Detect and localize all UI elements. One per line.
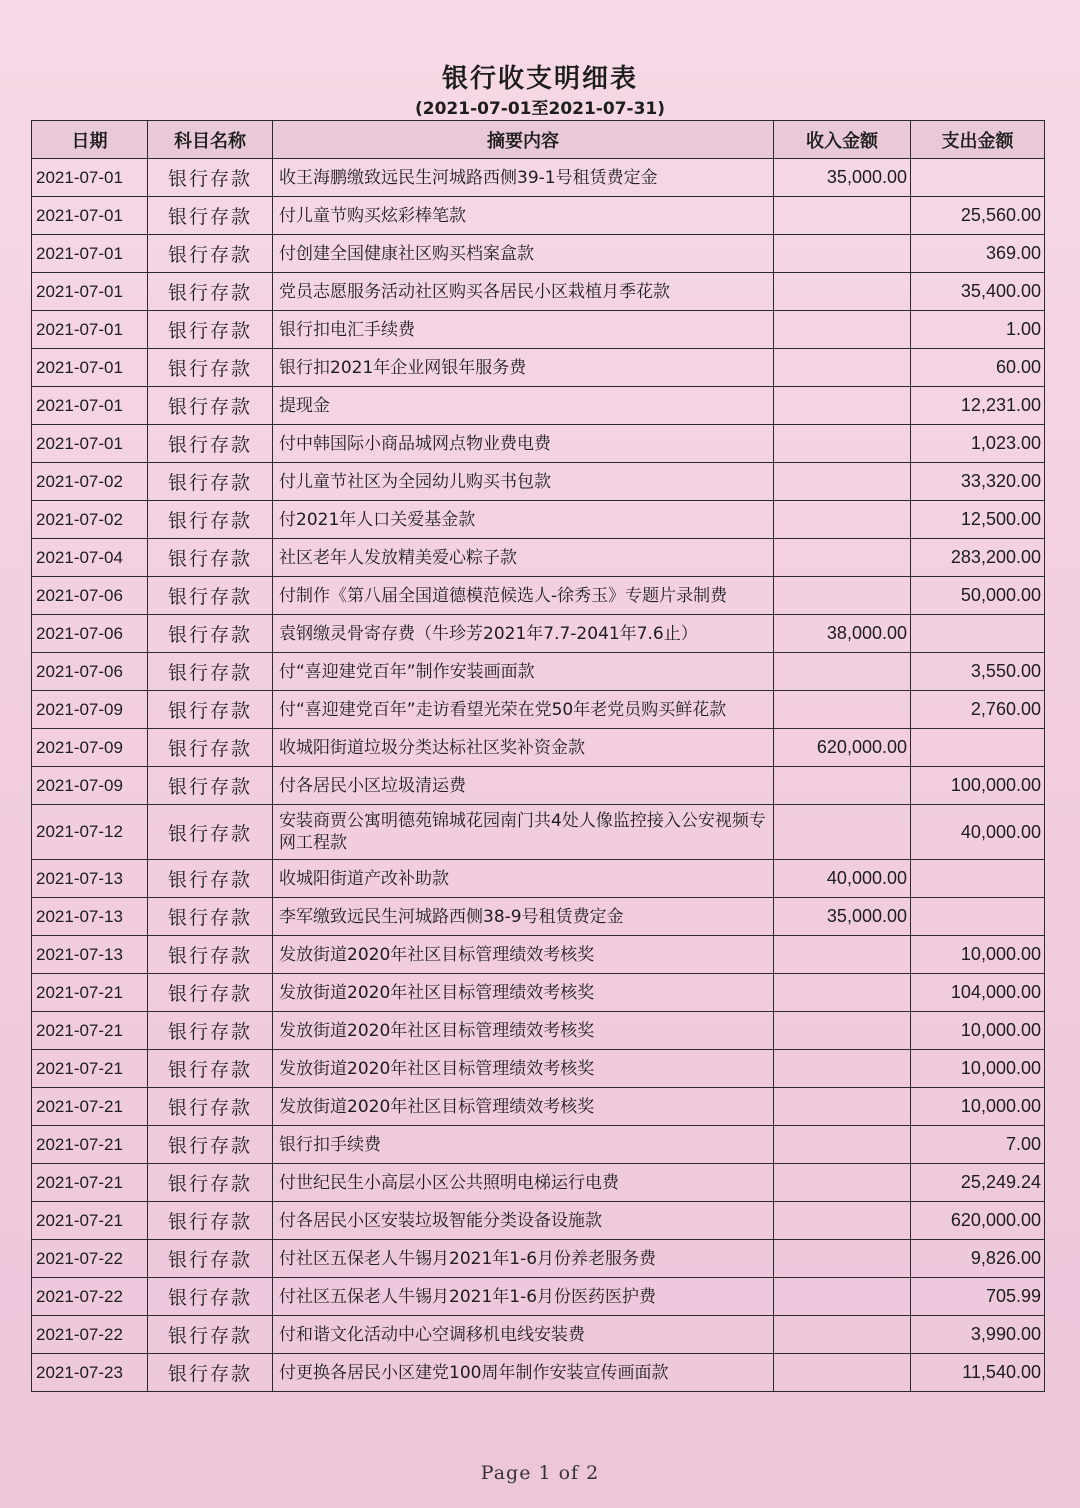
cell-income <box>774 1202 911 1240</box>
table-row <box>32 463 1045 501</box>
cell-date: 2021-07-13 <box>32 898 148 936</box>
cell-date: 2021-07-21 <box>32 974 148 1012</box>
cell-income <box>774 974 911 1012</box>
cell-account: 银行存款 <box>148 1354 273 1392</box>
cell-description: 银行扣手续费 <box>273 1126 774 1164</box>
cell-description: 银行扣2021年企业网银年服务费 <box>273 349 774 387</box>
cell-account: 银行存款 <box>148 501 273 539</box>
cell-date: 2021-07-22 <box>32 1240 148 1278</box>
cell-income <box>774 387 911 425</box>
cell-income <box>774 577 911 615</box>
cell-account: 银行存款 <box>148 273 273 311</box>
table-row <box>32 1164 1045 1202</box>
page-title: 银行收支明细表 <box>441 64 638 94</box>
cell-income <box>774 1088 911 1126</box>
cell-date: 2021-07-09 <box>32 691 148 729</box>
cell-date: 2021-07-01 <box>32 197 148 235</box>
cell-date: 2021-07-22 <box>32 1316 148 1354</box>
cell-description: 社区老年人发放精美爱心粽子款 <box>273 539 774 577</box>
cell-date: 2021-07-23 <box>32 1354 148 1392</box>
cell-expense: 40,000.00 <box>911 805 1045 860</box>
cell-account: 银行存款 <box>148 1012 273 1050</box>
cell-description: 收王海鹏缴致远民生河城路西侧39-1号租赁费定金 <box>273 159 774 197</box>
cell-income <box>774 767 911 805</box>
cell-date: 2021-07-04 <box>32 539 148 577</box>
cell-date: 2021-07-21 <box>32 1050 148 1088</box>
cell-expense <box>911 729 1045 767</box>
table-row <box>32 1050 1045 1088</box>
cell-account: 银行存款 <box>148 1202 273 1240</box>
cell-expense: 705.99 <box>911 1278 1045 1316</box>
date-range: (2021-07-01至2021-07-31) <box>414 99 666 119</box>
cell-expense: 12,231.00 <box>911 387 1045 425</box>
cell-description: 付社区五保老人牛锡月2021年1-6月份养老服务费 <box>273 1240 774 1278</box>
cell-description: 付中韩国际小商品城网点物业费电费 <box>273 425 774 463</box>
cell-account: 银行存款 <box>148 653 273 691</box>
cell-description: 发放街道2020年社区目标管理绩效考核奖 <box>273 974 774 1012</box>
cell-date: 2021-07-02 <box>32 463 148 501</box>
cell-income <box>774 539 911 577</box>
cell-expense <box>911 898 1045 936</box>
table-row <box>32 425 1045 463</box>
cell-expense: 25,560.00 <box>911 197 1045 235</box>
ledger-table <box>31 120 1045 1392</box>
cell-account: 银行存款 <box>148 1240 273 1278</box>
cell-income <box>774 1050 911 1088</box>
cell-description: 发放街道2020年社区目标管理绩效考核奖 <box>273 1050 774 1088</box>
table-row <box>32 1316 1045 1354</box>
table-row <box>32 936 1045 974</box>
cell-account: 银行存款 <box>148 974 273 1012</box>
cell-expense: 12,500.00 <box>911 501 1045 539</box>
table-row <box>32 1088 1045 1126</box>
cell-expense: 10,000.00 <box>911 1012 1045 1050</box>
cell-expense: 104,000.00 <box>911 974 1045 1012</box>
cell-date: 2021-07-01 <box>32 387 148 425</box>
cell-description: 付社区五保老人牛锡月2021年1-6月份医药医护费 <box>273 1278 774 1316</box>
cell-description: 付各居民小区垃圾清运费 <box>273 767 774 805</box>
header-row <box>32 121 1045 159</box>
cell-income <box>774 311 911 349</box>
cell-description: 发放街道2020年社区目标管理绩效考核奖 <box>273 936 774 974</box>
cell-account: 银行存款 <box>148 1126 273 1164</box>
ledger-body <box>32 159 1045 1392</box>
table-row <box>32 1240 1045 1278</box>
table-row <box>32 501 1045 539</box>
cell-description: 收城阳街道产改补助款 <box>273 860 774 898</box>
cell-account: 银行存款 <box>148 1050 273 1088</box>
header-expense: 支出金额 <box>911 121 1045 159</box>
cell-expense: 33,320.00 <box>911 463 1045 501</box>
cell-account: 银行存款 <box>148 311 273 349</box>
cell-income <box>774 349 911 387</box>
cell-account: 银行存款 <box>148 159 273 197</box>
cell-income <box>774 1354 911 1392</box>
cell-date: 2021-07-22 <box>32 1278 148 1316</box>
cell-expense: 283,200.00 <box>911 539 1045 577</box>
cell-expense: 25,249.24 <box>911 1164 1045 1202</box>
cell-date: 2021-07-02 <box>32 501 148 539</box>
cell-description: 付创建全国健康社区购买档案盒款 <box>273 235 774 273</box>
table-row <box>32 197 1045 235</box>
table-row <box>32 159 1045 197</box>
cell-account: 银行存款 <box>148 615 273 653</box>
cell-expense: 9,826.00 <box>911 1240 1045 1278</box>
cell-expense: 620,000.00 <box>911 1202 1045 1240</box>
cell-description: 付制作《第八届全国道德模范候选人-徐秀玉》专题片录制费 <box>273 577 774 615</box>
cell-income <box>774 197 911 235</box>
cell-account: 银行存款 <box>148 860 273 898</box>
header-income: 收入金额 <box>774 121 911 159</box>
table-row <box>32 311 1045 349</box>
table-row <box>32 349 1045 387</box>
cell-account: 银行存款 <box>148 425 273 463</box>
header-date: 日期 <box>32 121 148 159</box>
table-row <box>32 974 1045 1012</box>
table-row <box>32 1278 1045 1316</box>
cell-income <box>774 425 911 463</box>
cell-account: 银行存款 <box>148 1278 273 1316</box>
cell-date: 2021-07-01 <box>32 349 148 387</box>
cell-expense: 10,000.00 <box>911 1050 1045 1088</box>
cell-expense <box>911 615 1045 653</box>
table-row <box>32 1126 1045 1164</box>
cell-description: 收城阳街道垃圾分类达标社区奖补资金款 <box>273 729 774 767</box>
cell-account: 银行存款 <box>148 767 273 805</box>
cell-date: 2021-07-06 <box>32 577 148 615</box>
cell-expense: 3,990.00 <box>911 1316 1045 1354</box>
header-account: 科目名称 <box>148 121 273 159</box>
cell-income <box>774 1240 911 1278</box>
cell-income <box>774 235 911 273</box>
cell-description: 袁钢缴灵骨寄存费（牛珍芳2021年7.7-2041年7.6止） <box>273 615 774 653</box>
cell-expense: 60.00 <box>911 349 1045 387</box>
table-row <box>32 691 1045 729</box>
cell-income <box>774 805 911 860</box>
cell-income <box>774 1012 911 1050</box>
cell-expense: 7.00 <box>911 1126 1045 1164</box>
cell-income <box>774 1126 911 1164</box>
table-row <box>32 767 1045 805</box>
cell-income: 35,000.00 <box>774 898 911 936</box>
cell-date: 2021-07-21 <box>32 1202 148 1240</box>
cell-income <box>774 1316 911 1354</box>
table-row <box>32 615 1045 653</box>
cell-account: 银行存款 <box>148 805 273 860</box>
cell-account: 银行存款 <box>148 235 273 273</box>
table-row <box>32 1354 1045 1392</box>
cell-expense: 369.00 <box>911 235 1045 273</box>
cell-expense: 50,000.00 <box>911 577 1045 615</box>
table-row <box>32 577 1045 615</box>
table-row <box>32 235 1045 273</box>
cell-account: 银行存款 <box>148 898 273 936</box>
cell-date: 2021-07-21 <box>32 1088 148 1126</box>
cell-date: 2021-07-13 <box>32 860 148 898</box>
cell-date: 2021-07-21 <box>32 1126 148 1164</box>
table-row <box>32 1202 1045 1240</box>
cell-account: 银行存款 <box>148 1316 273 1354</box>
cell-expense <box>911 159 1045 197</box>
cell-expense: 2,760.00 <box>911 691 1045 729</box>
cell-income: 620,000.00 <box>774 729 911 767</box>
cell-expense <box>911 860 1045 898</box>
cell-date: 2021-07-01 <box>32 311 148 349</box>
cell-income <box>774 653 911 691</box>
cell-description: 付2021年人口关爱基金款 <box>273 501 774 539</box>
cell-expense: 100,000.00 <box>911 767 1045 805</box>
cell-date: 2021-07-01 <box>32 273 148 311</box>
table-row <box>32 273 1045 311</box>
cell-expense: 10,000.00 <box>911 1088 1045 1126</box>
cell-description: 安装商贾公寓明德苑锦城花园南门共4处人像监控接入公安视频专网工程款 <box>273 805 774 860</box>
cell-income <box>774 501 911 539</box>
cell-income <box>774 936 911 974</box>
cell-account: 银行存款 <box>148 691 273 729</box>
cell-date: 2021-07-13 <box>32 936 148 974</box>
cell-description: 付和谐文化活动中心空调移机电线安装费 <box>273 1316 774 1354</box>
cell-account: 银行存款 <box>148 729 273 767</box>
cell-account: 银行存款 <box>148 197 273 235</box>
cell-account: 银行存款 <box>148 1164 273 1202</box>
cell-description: 提现金 <box>273 387 774 425</box>
cell-income <box>774 1164 911 1202</box>
cell-expense: 35,400.00 <box>911 273 1045 311</box>
cell-income <box>774 691 911 729</box>
cell-date: 2021-07-09 <box>32 767 148 805</box>
cell-date: 2021-07-21 <box>32 1012 148 1050</box>
cell-account: 银行存款 <box>148 577 273 615</box>
table-row <box>32 805 1045 860</box>
table-row <box>32 860 1045 898</box>
table-row <box>32 539 1045 577</box>
cell-account: 银行存款 <box>148 1088 273 1126</box>
cell-account: 银行存款 <box>148 463 273 501</box>
table-row <box>32 729 1045 767</box>
cell-date: 2021-07-21 <box>32 1164 148 1202</box>
cell-account: 银行存款 <box>148 539 273 577</box>
page-number: Page 1 of 2 <box>480 1462 600 1484</box>
cell-date: 2021-07-01 <box>32 425 148 463</box>
cell-description: 付各居民小区安装垃圾智能分类设备设施款 <box>273 1202 774 1240</box>
cell-expense: 1.00 <box>911 311 1045 349</box>
cell-date: 2021-07-09 <box>32 729 148 767</box>
cell-date: 2021-07-06 <box>32 615 148 653</box>
cell-account: 银行存款 <box>148 936 273 974</box>
cell-income: 38,000.00 <box>774 615 911 653</box>
cell-description: 付儿童节购买炫彩棒笔款 <box>273 197 774 235</box>
cell-expense: 3,550.00 <box>911 653 1045 691</box>
cell-date: 2021-07-01 <box>32 159 148 197</box>
cell-expense: 11,540.00 <box>911 1354 1045 1392</box>
cell-date: 2021-07-12 <box>32 805 148 860</box>
cell-description: 付世纪民生小高层小区公共照明电梯运行电费 <box>273 1164 774 1202</box>
cell-description: 发放街道2020年社区目标管理绩效考核奖 <box>273 1088 774 1126</box>
cell-income: 35,000.00 <box>774 159 911 197</box>
table-row <box>32 1012 1045 1050</box>
table-row <box>32 898 1045 936</box>
cell-income <box>774 463 911 501</box>
cell-income <box>774 273 911 311</box>
cell-description: 付儿童节社区为全园幼儿购买书包款 <box>273 463 774 501</box>
cell-expense: 1,023.00 <box>911 425 1045 463</box>
cell-description: 李军缴致远民生河城路西侧38-9号租赁费定金 <box>273 898 774 936</box>
cell-description: 付更换各居民小区建党100周年制作安装宣传画面款 <box>273 1354 774 1392</box>
header-description: 摘要内容 <box>273 121 774 159</box>
table-row <box>32 387 1045 425</box>
cell-description: 发放街道2020年社区目标管理绩效考核奖 <box>273 1012 774 1050</box>
cell-account: 银行存款 <box>148 349 273 387</box>
cell-description: 银行扣电汇手续费 <box>273 311 774 349</box>
cell-description: 付“喜迎建党百年”走访看望光荣在党50年老党员购买鲜花款 <box>273 691 774 729</box>
table-row <box>32 653 1045 691</box>
cell-description: 党员志愿服务活动社区购买各居民小区栽植月季花款 <box>273 273 774 311</box>
cell-description: 付“喜迎建党百年”制作安装画面款 <box>273 653 774 691</box>
cell-income: 40,000.00 <box>774 860 911 898</box>
cell-date: 2021-07-01 <box>32 235 148 273</box>
cell-date: 2021-07-06 <box>32 653 148 691</box>
cell-account: 银行存款 <box>148 387 273 425</box>
cell-expense: 10,000.00 <box>911 936 1045 974</box>
cell-income <box>774 1278 911 1316</box>
